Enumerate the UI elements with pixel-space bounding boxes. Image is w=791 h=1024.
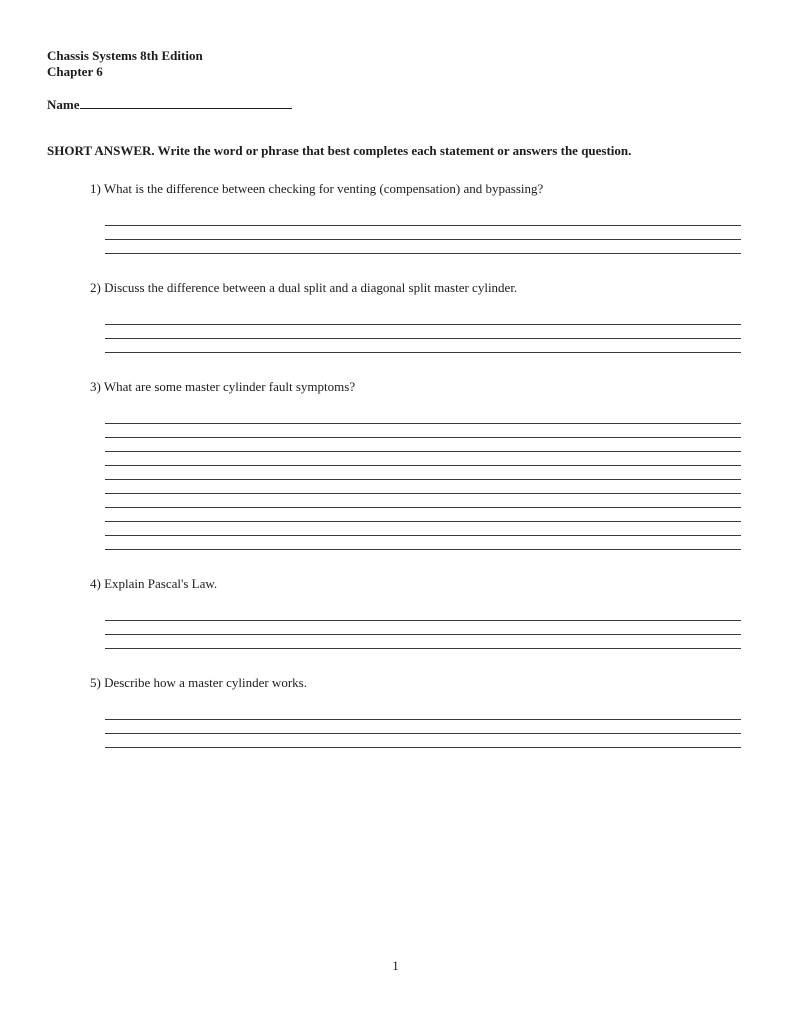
book-title: Chassis Systems 8th Edition <box>47 48 203 63</box>
answer-line[interactable] <box>105 325 741 339</box>
answer-line[interactable] <box>105 706 741 720</box>
answer-line[interactable] <box>105 226 741 240</box>
question-4-answer-area <box>105 607 741 649</box>
question-3 <box>90 379 741 550</box>
question-2 <box>90 280 741 353</box>
answer-line[interactable] <box>105 720 741 734</box>
answer-line[interactable] <box>105 452 741 466</box>
question-1 <box>90 181 741 254</box>
answer-line[interactable] <box>105 480 741 494</box>
page-number: 1 <box>392 958 399 973</box>
question-1-text: 1) What is the difference between checking for venting (compensation) and bypassing? <box>90 181 544 196</box>
question-4-text: 4) Explain Pascal's Law. <box>90 576 218 591</box>
short-answer-instructions: SHORT ANSWER. Write the word or phrase that best completes each statement or answers the question. <box>47 143 632 158</box>
answer-line[interactable] <box>105 424 741 438</box>
answer-line[interactable] <box>105 621 741 635</box>
answer-line[interactable] <box>105 410 741 424</box>
questions-section <box>47 181 741 748</box>
question-5-answer-area <box>105 706 741 748</box>
chapter-title: Chapter 6 <box>47 64 103 79</box>
question-5-text: 5) Describe how a master cylinder works. <box>90 675 307 690</box>
answer-line[interactable] <box>105 311 741 325</box>
question-5 <box>90 675 741 748</box>
answer-line[interactable] <box>105 734 741 748</box>
question-3-answer-area <box>105 410 741 550</box>
question-4 <box>90 576 741 649</box>
answer-line[interactable] <box>105 536 741 550</box>
document-header <box>47 48 741 80</box>
answer-line[interactable] <box>105 508 741 522</box>
answer-line[interactable] <box>105 635 741 649</box>
answer-line[interactable] <box>105 466 741 480</box>
answer-line[interactable] <box>105 339 741 353</box>
answer-line[interactable] <box>105 522 741 536</box>
answer-line[interactable] <box>105 607 741 621</box>
name-row <box>47 95 741 113</box>
name-fill-in-line[interactable] <box>80 95 292 109</box>
name-label: Name <box>47 97 80 112</box>
answer-line[interactable] <box>105 212 741 226</box>
question-1-answer-area <box>105 212 741 254</box>
question-3-text: 3) What are some master cylinder fault symptoms? <box>90 379 356 394</box>
answer-line[interactable] <box>105 494 741 508</box>
question-2-text: 2) Discuss the difference between a dual split and a diagonal split master cylinder. <box>90 280 518 295</box>
answer-line[interactable] <box>105 438 741 452</box>
answer-line[interactable] <box>105 240 741 254</box>
question-2-answer-area <box>105 311 741 353</box>
